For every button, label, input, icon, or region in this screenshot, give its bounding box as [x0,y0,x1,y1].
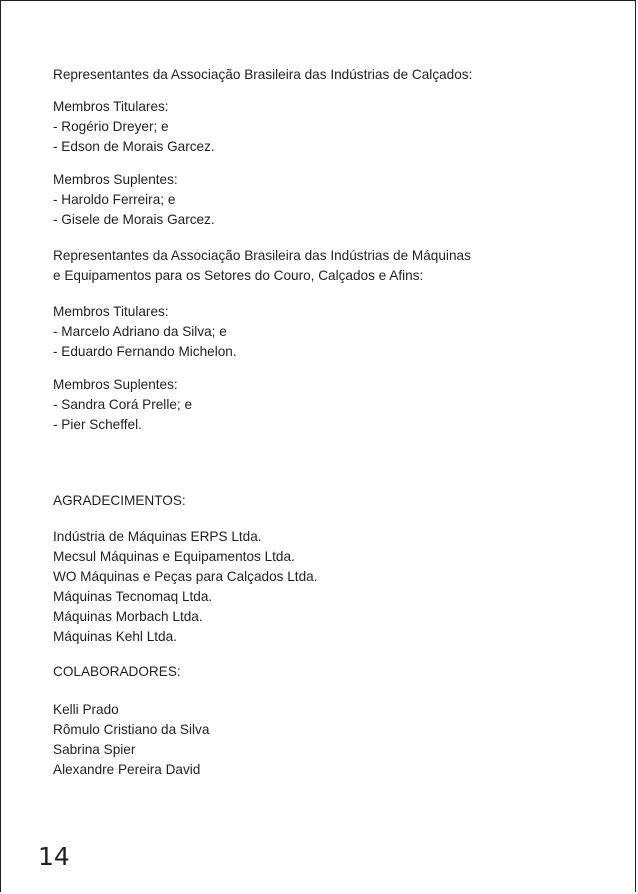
agradecimento-item: Máquinas Kehl Ltda. [53,629,177,644]
agradecimento-item: Indústria de Máquinas ERPS Ltda. [53,529,262,544]
colaborador-item: Alexandre Pereira David [53,762,201,777]
abc-titular-item: - Rogério Dreyer; e [53,119,169,134]
colaborador-item: Kelli Prado [53,702,119,717]
agradecimento-item: Máquinas Morbach Ltda. [53,609,203,624]
abimaq-heading-line: e Equipamentos para os Setores do Couro, Calçados e Afins: [53,268,424,283]
abc-heading: Representantes da Associação Brasileira das Indústrias de Calçados: [53,67,473,82]
agradecimento-item: WO Máquinas e Peças para Calçados Ltda. [53,569,318,584]
page-content [53,65,613,780]
abimaq-suplente-item: - Sandra Corá Prelle; e [53,397,193,412]
agradecimento-item: Mecsul Máquinas e Equipamentos Ltda. [53,549,295,564]
abimaq-heading-line: Representantes da Associação Brasileira das Indústrias de Máquinas [53,248,471,263]
colaborador-item: Sabrina Spier [53,742,136,757]
colaboradores-heading: COLABORADORES: [53,664,181,679]
abc-suplente-item: - Haroldo Ferreira; e [53,192,176,207]
abc-suplente-item: - Gisele de Morais Garcez. [53,212,215,227]
abimaq-titulares-label: Membros Titulares: [53,304,169,319]
abc-titular-item: - Edson de Morais Garcez. [53,139,215,154]
page-number: 14 [38,842,70,871]
agradecimento-item: Máquinas Tecnomaq Ltda. [53,589,213,604]
abimaq-suplente-item: - Pier Scheffel. [53,417,142,432]
colaborador-item: Rômulo Cristiano da Silva [53,722,210,737]
abimaq-titular-item: - Eduardo Fernando Michelon. [53,344,237,359]
abc-titulares-label: Membros Titulares: [53,99,169,114]
abimaq-suplentes-label: Membros Suplentes: [53,377,178,392]
abimaq-titular-item: - Marcelo Adriano da Silva; e [53,324,227,339]
abc-suplentes-label: Membros Suplentes: [53,172,178,187]
agradecimentos-heading: AGRADECIMENTOS: [53,493,186,508]
